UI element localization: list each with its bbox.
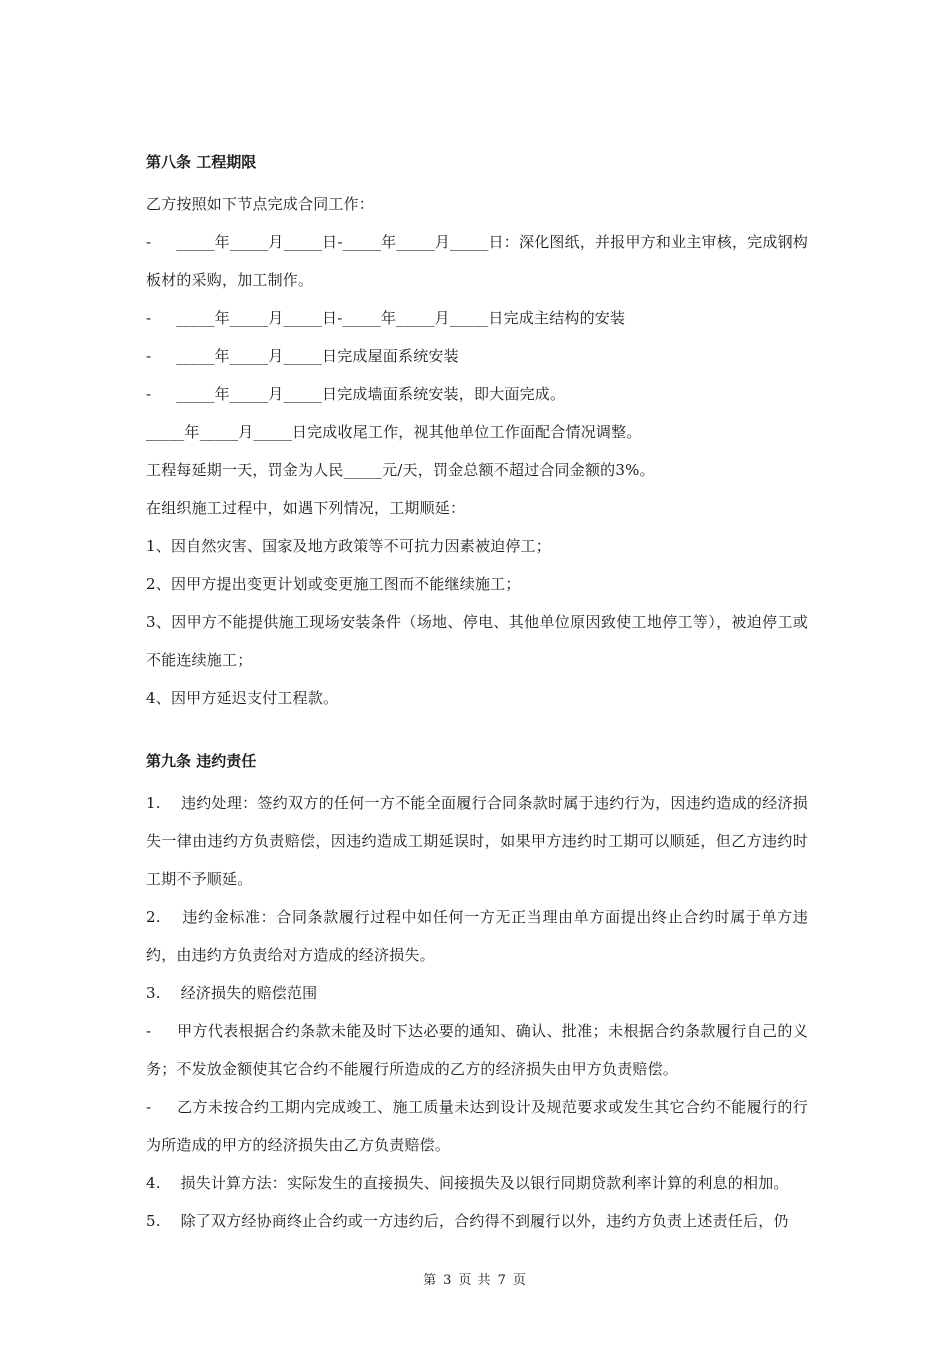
breach-item-5: 5. 除了双方经协商终止合约或一方违约后，合约得不到履行以外，违约方负责上述责任后，仍: [146, 1212, 789, 1230]
milestone-4: - _____年_____月_____日完成墙面系统安装，即大面完成。: [146, 385, 566, 403]
section-9-title: 第九条 违约责任: [146, 752, 257, 770]
footer-suffix: 页: [512, 1273, 527, 1288]
extension-item-1: 1、因自然灾害、国家及地方政策等不可抗力因素被迫停工；: [146, 537, 551, 555]
section-spacer: [146, 717, 808, 747]
breach-item-1: 1. 违约处理：签约双方的任何一方不能全面履行合同条款时属于违约行为，因违约造成的经济损失一律由违约方负责赔偿，因违约造成工期延误时，如果甲方违约时工期可以顺延，但乙方违约时工期不予顺延。: [146, 794, 808, 888]
milestone-2: - _____年_____月_____日-_____年_____月_____日完成主结构的安装: [146, 309, 626, 327]
milestone-5: _____年_____月_____日完成收尾工作，视其他单位工作面配合情况调整。: [146, 423, 642, 441]
breach-item-2: 2. 违约金标准：合同条款履行过程中如任何一方无正当理由单方面提出终止合约时属于单方违约，由违约方负责给对方造成的经济损失。: [146, 908, 808, 964]
footer-middle: 页 共: [458, 1273, 492, 1288]
page-content: [146, 148, 808, 1240]
extension-item-4: 4、因甲方延迟支付工程款。: [146, 689, 339, 707]
page-footer: [0, 1269, 950, 1288]
milestone-3: - _____年_____月_____日完成屋面系统安装: [146, 347, 459, 365]
breach-item-3-sub-2: - 乙方未按合约工期内完成竣工、施工质量未达到设计及规范要求或发生其它合约不能履行的行为所造成的甲方的经济损失由乙方负责赔偿。: [146, 1098, 808, 1154]
penalty-clause: 工程每延期一天，罚金为人民_____元/天，罚金总额不超过合同金额的3%。: [146, 461, 655, 479]
breach-item-4: 4. 损失计算方法：实际发生的直接损失、间接损失及以银行同期贷款利率计算的利息的相加。: [146, 1174, 789, 1192]
extension-item-3: 3、因甲方不能提供施工现场安装条件（场地、停电、其他单位原因致使工地停工等），被迫停工或不能连续施工；: [146, 613, 808, 669]
extension-item-2: 2、因甲方提出变更计划或变更施工图而不能继续施工；: [146, 575, 521, 593]
footer-prefix: 第: [423, 1273, 438, 1288]
footer-current-page: 3: [443, 1273, 453, 1288]
section-8-intro: 乙方按照如下节点完成合同工作：: [146, 195, 375, 213]
footer-total-pages: 7: [497, 1273, 507, 1288]
milestone-1: - _____年_____月_____日-_____年_____月_____日：深化图纸，并报甲方和业主审核，完成钢构板材的采购，加工制作。: [146, 233, 808, 289]
breach-item-3-sub-1: - 甲方代表根据合约条款未能及时下达必要的通知、确认、批准；未根据合约条款履行自己的义务；不发放金额使其它合约不能履行所造成的乙方的经济损失由甲方负责赔偿。: [146, 1022, 808, 1078]
extension-intro: 在组织施工过程中，如遇下列情况，工期顺延：: [146, 499, 466, 517]
breach-item-3: 3. 经济损失的赔偿范围: [146, 984, 318, 1002]
section-8-title: 第八条 工程期限: [146, 153, 257, 171]
